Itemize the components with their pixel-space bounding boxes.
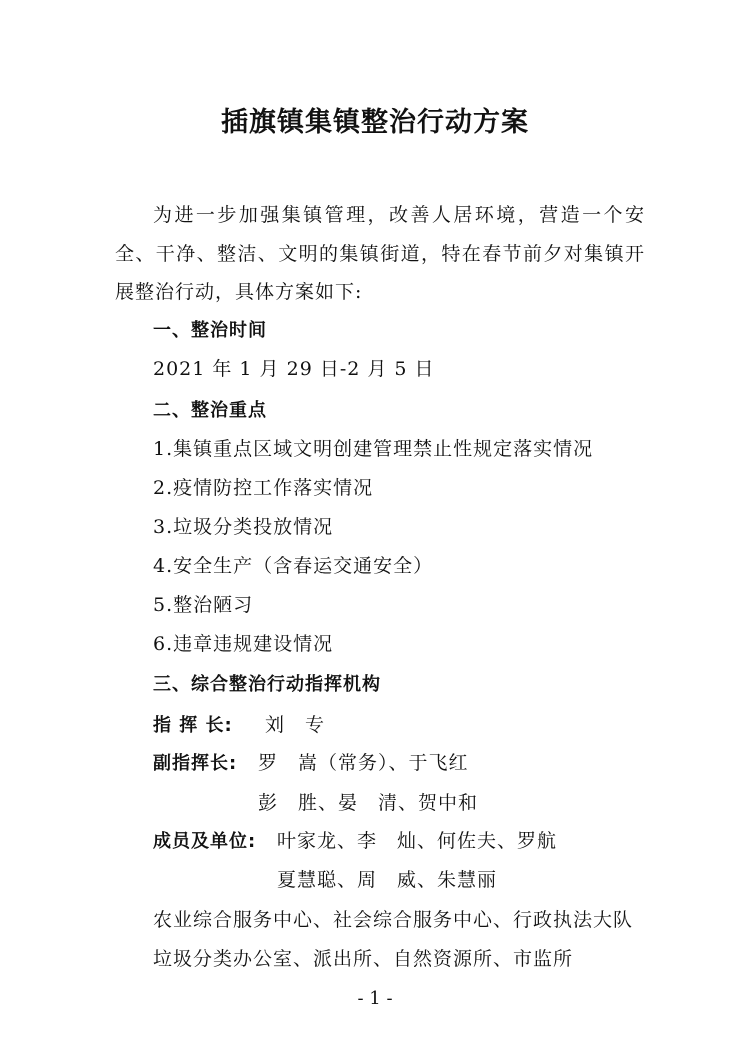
focus-item: 6.违章违规建设情况 [153,633,334,655]
deputy-names-line2: 彭 胜、晏 清、贺中和 [258,792,479,814]
focus-item: 2.疫情防控工作落实情况 [153,477,374,499]
section-heading-command: 三、综合整治行动指挥机构 [153,674,381,695]
focus-item: 3.垃圾分类投放情况 [153,516,334,538]
units-line1: 农业综合服务中心、社会综合服务中心、行政执法大队 [153,909,634,931]
document-title: 插旗镇集镇整治行动方案 [221,107,529,138]
section-time-date: 2021 年 1 月 29 日-2 月 5 日 [153,358,435,380]
page-number: - 1 - [357,988,393,1009]
focus-item: 1.集镇重点区域文明创建管理禁止性规定落实情况 [153,438,594,460]
members-label: 成员及单位: [153,831,257,852]
commander-row [153,710,325,737]
intro-paragraph: 为进一步加强集镇管理，改善人居环境，营造一个安全、干净、整洁、文明的集镇街道，特在春节前夕对集镇开展整治行动，具体方案如下: [115,204,645,303]
section-heading-focus: 二、整治重点 [153,400,267,421]
commander-label: 指 挥 长: [153,715,233,736]
focus-item: 5.整治陋习 [153,594,254,616]
deputy-label: 副指挥长: [153,753,238,774]
members-names-line2: 夏慧聪、周 威、朱慧丽 [277,869,498,891]
members-row [153,826,557,853]
units-line2: 垃圾分类办公室、派出所、自然资源所、市监所 [153,948,574,970]
deputy-names-line1: 罗 嵩（常务）、于飞红 [258,752,469,774]
section-heading-time: 一、整治时间 [153,320,267,341]
focus-item: 4.安全生产（含春运交通安全） [153,555,434,577]
commander-name: 刘 专 [265,714,326,736]
members-names-line1: 叶家龙、李 灿、何佐夫、罗航 [277,830,558,852]
deputy-row [153,748,469,775]
